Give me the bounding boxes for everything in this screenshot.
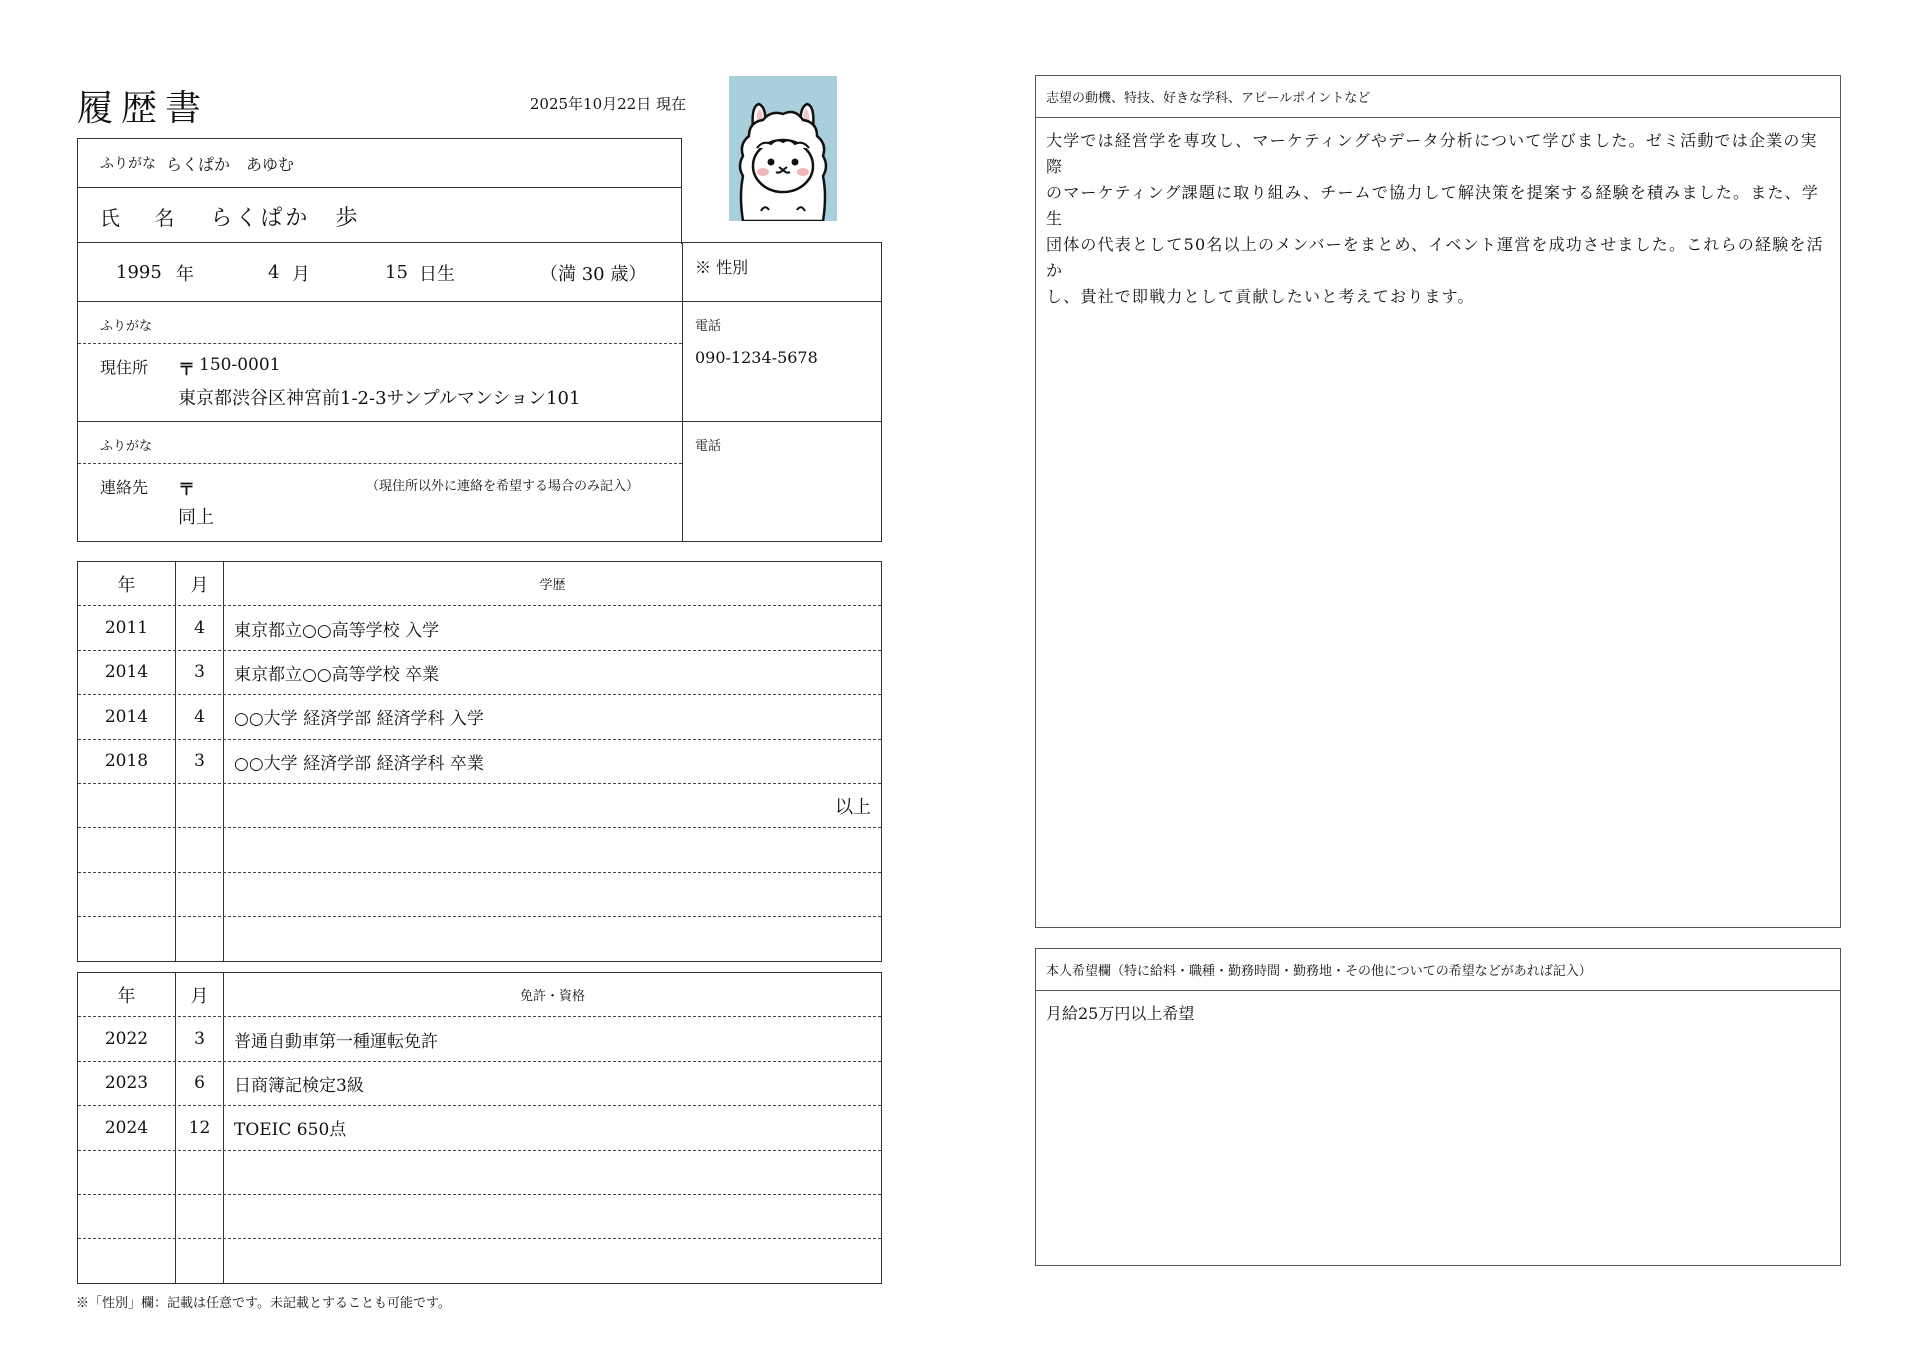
row-month[interactable]: 12	[176, 1106, 224, 1149]
gender-label: ※ 性別	[695, 258, 749, 277]
table-row	[78, 695, 881, 739]
name-furigana-row	[78, 139, 681, 188]
row-detail[interactable]: ○○大学 経済学部 経済学科 入学	[234, 709, 484, 730]
contact-phone-label: 電話	[695, 439, 722, 454]
licenses-header-row	[78, 973, 881, 1017]
row-detail[interactable]	[224, 1195, 881, 1238]
address-line[interactable]: 東京都渋谷区神宮前1-2-3サンプルマンション101	[178, 388, 581, 409]
row-year[interactable]: 2018	[78, 740, 176, 783]
motivation-heading: 志望の動機、特技、好きな学科、アピールポイントなど	[1036, 76, 1840, 118]
contact-line[interactable]: 同上	[178, 507, 214, 528]
row-detail[interactable]: 普通自動車第一種運転免許	[234, 1031, 438, 1052]
gender-footnote: ※「性別」欄：記載は任意です。未記載とすることも可能です。	[76, 1296, 451, 1311]
motivation-line: 大学では経営学を専攻し、マーケティングやデータ分析について学びました。ゼミ活動では企業の実際	[1046, 131, 1818, 176]
row-detail[interactable]: TOEIC 650点	[234, 1120, 347, 1141]
birth-day[interactable]: 15	[385, 262, 408, 283]
postal-code[interactable]: 150-0001	[199, 355, 281, 375]
contact-postal-mark-icon: 〒	[178, 480, 195, 500]
row-month[interactable]: 3	[176, 1017, 224, 1060]
table-row	[78, 873, 881, 917]
table-row	[78, 1239, 881, 1283]
motivation-line: 団体の代表として50名以上のメンバーをまとめ、イベント運営を成功させました。これらの経験を活か	[1046, 235, 1824, 280]
row-month[interactable]: 3	[176, 740, 224, 783]
row-year[interactable]	[78, 1151, 176, 1194]
phone-label: 電話	[695, 319, 722, 334]
birth-month[interactable]: 4	[268, 262, 280, 283]
row-detail[interactable]	[224, 1151, 881, 1194]
contact-label: 連絡先	[100, 478, 149, 497]
row-year[interactable]: 2023	[78, 1062, 176, 1105]
table-row	[78, 651, 881, 695]
education-table	[77, 561, 882, 962]
row-year[interactable]: 2014	[78, 695, 176, 738]
row-year[interactable]	[78, 828, 176, 871]
personal-requests-section	[1035, 948, 1841, 1266]
birth-day-unit: 日生	[419, 263, 455, 285]
table-row	[78, 784, 881, 828]
birth-row	[78, 243, 881, 302]
requests-text[interactable]: 月給25万円以上希望	[1046, 1004, 1195, 1023]
table-row	[78, 917, 881, 961]
requests-heading: 本人希望欄（特に給料・職種・勤務時間・勤務地・その他についての希望などがあれば記入）	[1036, 949, 1840, 991]
row-detail[interactable]: 日商簿記検定3級	[234, 1075, 364, 1096]
row-month[interactable]: 4	[176, 606, 224, 649]
name-label: 氏 名	[100, 206, 189, 230]
row-month[interactable]	[176, 784, 224, 827]
age: （満 30 歳）	[540, 263, 647, 285]
table-row	[78, 1151, 881, 1195]
col-detail-header: 免許・資格	[519, 989, 585, 1005]
address-label: 現住所	[100, 358, 149, 377]
row-year[interactable]: 2022	[78, 1017, 176, 1060]
personal-info-table	[77, 242, 882, 542]
contact-note: （現住所以外に連絡を希望する場合のみ記入）	[366, 479, 640, 494]
table-row	[78, 1062, 881, 1106]
row-year[interactable]: 2014	[78, 651, 176, 694]
motivation-line: し、貴社で即戦力として貢献したいと考えております。	[1046, 287, 1475, 306]
col-year-header: 年	[78, 973, 176, 1016]
row-month[interactable]	[176, 828, 224, 871]
contact-furigana-label: ふりがな	[100, 439, 153, 454]
row-detail[interactable]: ○○大学 経済学部 経済学科 卒業	[234, 753, 484, 774]
row-month[interactable]	[176, 1151, 224, 1194]
row-month[interactable]	[176, 1195, 224, 1238]
row-year[interactable]: 2011	[78, 606, 176, 649]
row-year[interactable]	[78, 917, 176, 961]
col-month-header: 月	[176, 562, 224, 605]
row-month[interactable]: 4	[176, 695, 224, 738]
phone-value[interactable]: 090-1234-5678	[695, 348, 818, 367]
alpaca-illustration-icon	[729, 76, 837, 221]
row-year[interactable]	[78, 873, 176, 916]
applicant-photo	[729, 76, 837, 221]
birth-year[interactable]: 1995	[116, 262, 162, 283]
table-row	[78, 1106, 881, 1150]
row-year[interactable]	[78, 1239, 176, 1283]
row-month[interactable]	[176, 917, 224, 961]
row-detail[interactable]	[224, 1239, 881, 1283]
row-detail[interactable]	[224, 873, 881, 916]
row-detail[interactable]	[224, 828, 881, 871]
birth-year-unit: 年	[176, 263, 194, 285]
name-value[interactable]: らくぱか 歩	[210, 206, 361, 231]
furigana-value[interactable]: らくぱか あゆむ	[166, 154, 295, 174]
row-year[interactable]	[78, 784, 176, 827]
row-month[interactable]: 3	[176, 651, 224, 694]
birth-month-unit: 月	[292, 263, 310, 285]
licenses-table	[77, 972, 882, 1284]
table-row	[78, 606, 881, 650]
row-month[interactable]	[176, 873, 224, 916]
document-date: 2025年10月22日 現在	[529, 95, 686, 113]
motivation-line: のマーケティング課題に取り組み、チームで協力して解決策を提案する経験を積みました。また、学生	[1046, 183, 1820, 228]
table-row	[78, 828, 881, 872]
postal-mark-icon: 〒	[178, 360, 195, 380]
page-title: 履歴書	[77, 88, 210, 129]
row-year[interactable]	[78, 1195, 176, 1238]
name-section	[77, 138, 682, 244]
row-month[interactable]	[176, 1239, 224, 1283]
name-row	[78, 188, 681, 245]
education-header-row	[78, 562, 881, 606]
col-detail-header: 学歴	[539, 578, 566, 594]
row-year[interactable]: 2024	[78, 1106, 176, 1149]
row-detail[interactable]: 東京都立○○高等学校 入学	[234, 620, 440, 641]
row-detail-end-mark[interactable]: 以上	[835, 796, 871, 818]
row-detail[interactable]	[224, 917, 881, 961]
address-furigana-label: ふりがな	[100, 319, 153, 334]
table-row	[78, 740, 881, 784]
table-row	[78, 1195, 881, 1239]
row-detail[interactable]: 東京都立○○高等学校 卒業	[234, 664, 440, 685]
motivation-section	[1035, 75, 1841, 928]
col-year-header: 年	[78, 562, 176, 605]
table-row	[78, 1017, 881, 1061]
row-month[interactable]: 6	[176, 1062, 224, 1105]
col-month-header: 月	[176, 973, 224, 1016]
furigana-label: ふりがな	[100, 156, 156, 172]
motivation-text[interactable]	[1036, 118, 1840, 320]
